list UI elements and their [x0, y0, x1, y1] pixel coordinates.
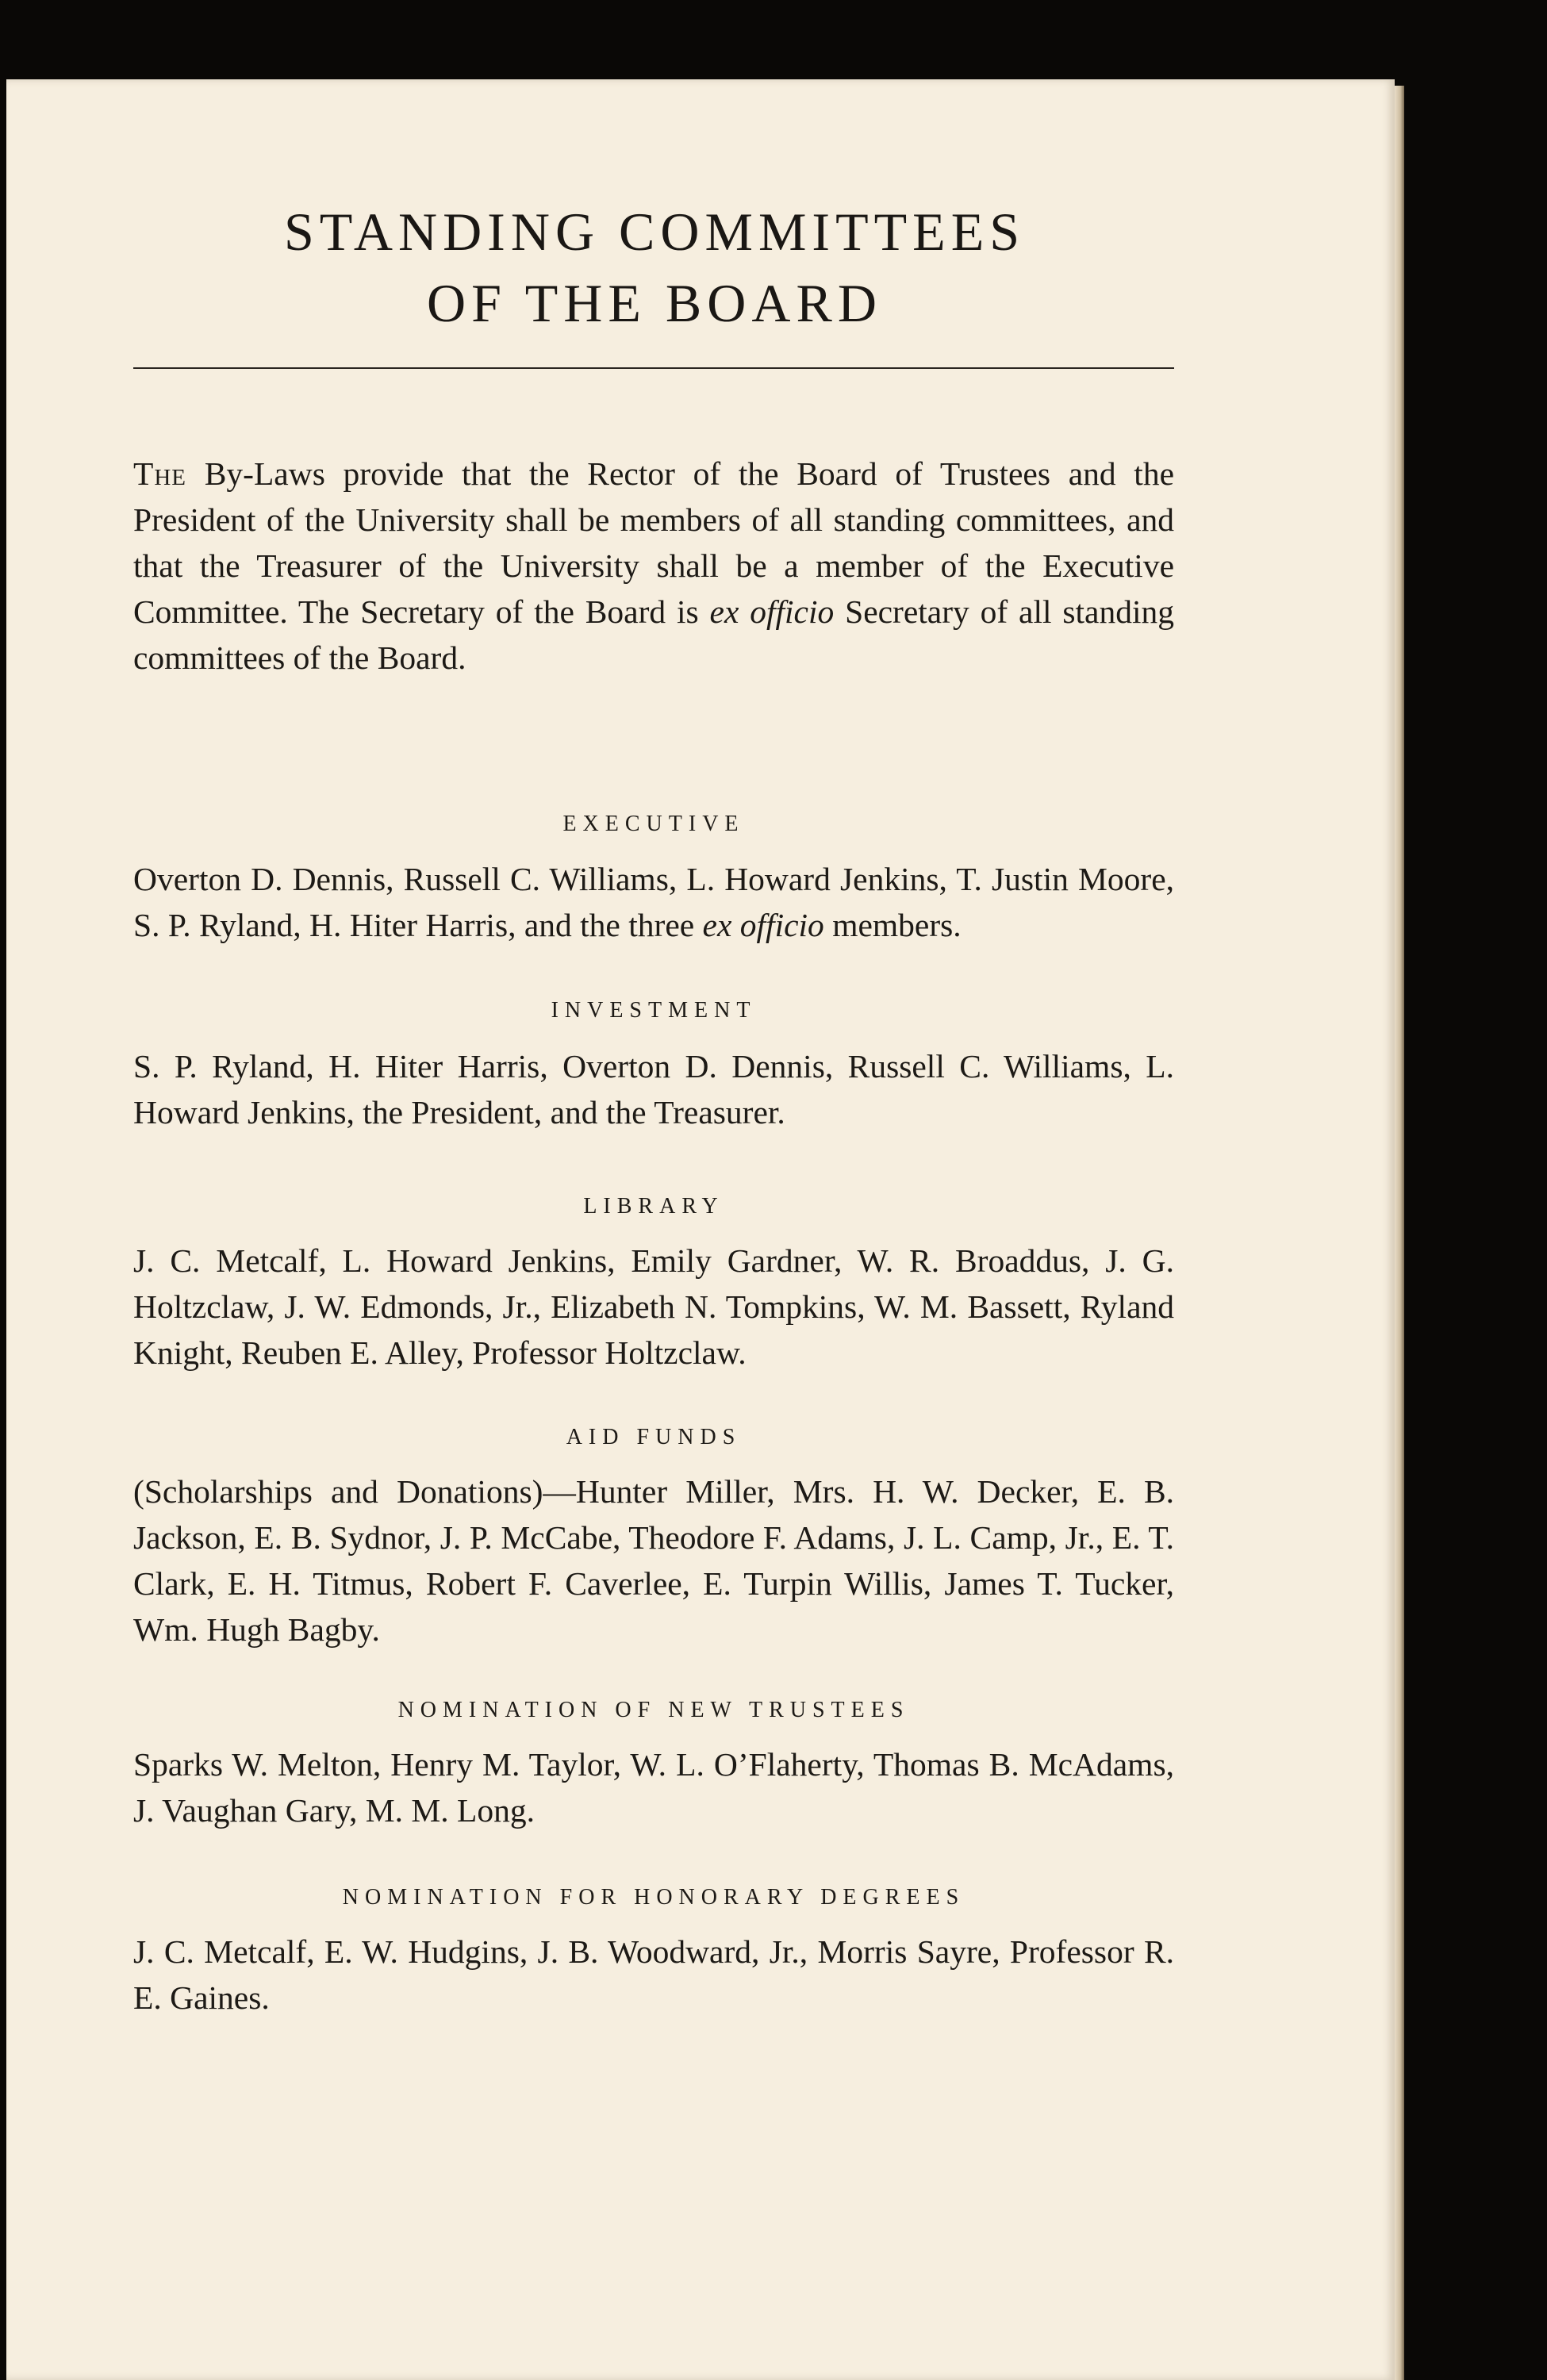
- intro-paragraph: [133, 451, 1174, 681]
- committee-heading-honorary-degrees: NOMINATION FOR HONORARY DEGREES: [342, 1885, 965, 1910]
- committee-body-honorary-degrees: J. C. Metcalf, E. W. Hudgins, J. B. Woodward, Jr., Morris Sayre, Professor R. E. Gaines.: [133, 1933, 1174, 2016]
- executive-italic: ex officio: [702, 907, 824, 943]
- committee-heading-executive: EXECUTIVE: [562, 812, 745, 836]
- committee-heading-new-trustees: NOMINATION OF NEW TRUSTEES: [397, 1698, 910, 1722]
- committee-heading-library: LIBRARY: [583, 1194, 724, 1219]
- committee-body-investment: S. P. Ryland, H. Hiter Harris, Overton D. Dennis, Russell C. Williams, L. Howard Jenkins, the President, and the Treasurer.: [133, 1048, 1174, 1130]
- committee-heading-investment: INVESTMENT: [551, 998, 757, 1023]
- executive-text-a: Overton D. Dennis, Russell C. Williams, L. Howard Jenkins, T. Justin Moore, S. P. Ryland, H. Hiter Harris, and the three: [133, 861, 1174, 943]
- committee-body-library: J. C. Metcalf, L. Howard Jenkins, Emily Gardner, W. R. Broaddus, J. G. Holtzclaw, J. W. Edmonds, Jr., Elizabeth N. Tompkins, W. M. Bassett, Ryland Knight, Reuben E. Alley, Professor Holtzclaw.: [133, 1242, 1174, 1371]
- page-title-line-1: STANDING COMMITTEES: [283, 202, 1026, 262]
- committee-heading-aid-funds: AID FUNDS: [566, 1425, 742, 1449]
- intro-italic: ex officio: [709, 593, 835, 630]
- committee-body-aid-funds: (Scholarships and Donations)—Hunter Miller, Mrs. H. W. Decker, E. B. Jackson, E. B. Sydnor, J. P. McCabe, Theodore F. Adams, J. L. Camp, Jr., E. T. Clark, E. H. Titmus, Robert F. Caverlee, E. Turpin Willis, James T. Tucker, Wm. Hugh Bagby.: [133, 1473, 1174, 1648]
- document-page: [6, 79, 1395, 2380]
- page-title-line-2: OF THE BOARD: [427, 273, 882, 333]
- intro-text-b: Secretary of all standing committees of the Board.: [133, 593, 1174, 676]
- committee-body-executive: [133, 856, 1174, 948]
- committee-body-new-trustees: Sparks W. Melton, Henry M. Taylor, W. L. O’Flaherty, Thomas B. McAdams, J. Vaughan Gary, M. M. Long.: [133, 1746, 1174, 1829]
- page-edge: [1395, 86, 1404, 2380]
- executive-text-b: members.: [823, 907, 962, 943]
- intro-text-a: By-Laws provide that the Rector of the Board of Trustees and the President of the University shall be members of all standing committees, and that the Treasurer of the University shall be a member of the Executive Committee. The Secretary of the Board is: [133, 455, 1174, 630]
- title-rule: [133, 367, 1174, 369]
- intro-lead-word: The: [133, 455, 187, 492]
